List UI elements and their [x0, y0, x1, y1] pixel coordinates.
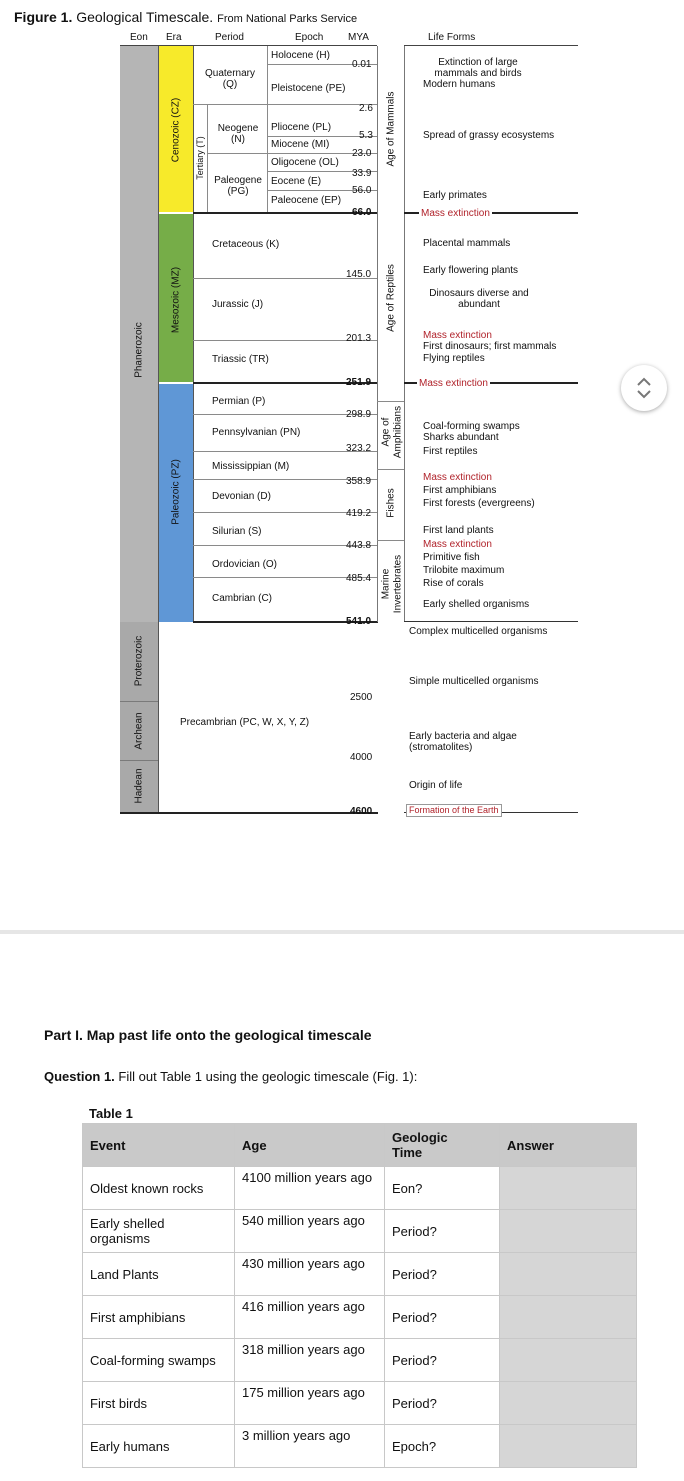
life-first-forests: First forests (evergreens) [423, 498, 535, 509]
boundary-66-0 [193, 212, 378, 214]
age-divider [377, 401, 404, 402]
mya-4600: 4600 [350, 806, 373, 817]
mya-419-2: 419.2 [346, 508, 372, 519]
boundary-4600 [120, 812, 378, 814]
table-1 [82, 1123, 637, 1468]
mya-358-9: 358.9 [346, 476, 372, 487]
table-cell-event: Early shelled organisms [83, 1210, 235, 1253]
period-mississippian: Mississippian (M) [212, 461, 290, 472]
period-permian: Permian (P) [212, 396, 266, 407]
table-cell-event: Early humans [83, 1425, 235, 1468]
age-of-marine-2: Invertebrates [392, 554, 404, 614]
table-header-event: Event [83, 1124, 235, 1167]
period-neogene: Neogene (N) [217, 123, 259, 145]
table-cell-age: 4100 million years ago [235, 1167, 385, 1210]
table-cell-answer[interactable] [500, 1382, 637, 1425]
life-mass-extinction-201: Mass extinction [423, 330, 492, 341]
table-cell-answer[interactable] [500, 1339, 637, 1382]
table-header-answer: Answer [500, 1124, 637, 1167]
life-early-shelled: Early shelled organisms [423, 599, 530, 610]
period-pennsylvanian: Pennsylvanian (PN) [212, 427, 301, 438]
table-cell-age: 3 million years ago [235, 1425, 385, 1468]
tertiary-label: Tertiary (T) [195, 136, 205, 180]
table-header-geologic-time: Geologic Time [385, 1124, 500, 1167]
life-coal-swamps: Coal-forming swamps [423, 421, 520, 432]
mya-4000: 4000 [350, 752, 373, 763]
mya-443-8: 443.8 [346, 540, 372, 551]
period-cretaceous: Cretaceous (K) [212, 239, 280, 250]
table-cell-geologic-time: Epoch? [385, 1425, 500, 1468]
life-first-land-plants: First land plants [423, 525, 494, 536]
table-header-age: Age [235, 1124, 385, 1167]
table-cell-geologic-time: Period? [385, 1210, 500, 1253]
table-cell-event: Coal-forming swamps [83, 1339, 235, 1382]
epoch-pliocene: Pliocene (PL) [271, 122, 332, 133]
table-cell-geologic-time: Period? [385, 1296, 500, 1339]
life-early-bacteria: Early bacteria and algae (stromatolites) [409, 731, 517, 753]
period-paleogene: Paleogene (PG) [214, 175, 262, 197]
life-corals: Rise of corals [423, 578, 484, 589]
age-of-mammals: Age of Mammals [385, 91, 397, 167]
life-simple-multicelled: Simple multicelled organisms [409, 676, 539, 687]
mya-0-01: 0.01 [352, 59, 372, 70]
boundary-2-6 [193, 104, 377, 105]
life-mass-extinction-444: Mass extinction [423, 539, 492, 550]
era-mesozoic-label: Mesozoic (MZ) [170, 266, 182, 334]
header-era: Era [166, 32, 182, 43]
era-cenozoic-label: Cenozoic (CZ) [170, 97, 182, 163]
table-row [83, 1339, 637, 1382]
table-cell-age: 175 million years ago [235, 1382, 385, 1425]
table-cell-answer[interactable] [500, 1167, 637, 1210]
table-cell-age: 540 million years ago [235, 1210, 385, 1253]
scroll-up-down-button[interactable] [621, 365, 667, 411]
table-cell-answer[interactable] [500, 1296, 637, 1339]
period-quaternary: Quaternary (Q) [204, 68, 256, 90]
table-row [83, 1296, 637, 1339]
figure-title-text: Geological Timescale. [76, 9, 214, 25]
mya-323-2: 323.2 [346, 443, 372, 454]
eon-divider [120, 760, 158, 761]
mya-56-0: 56.0 [352, 185, 372, 196]
section-divider [0, 930, 684, 934]
epoch-holocene: Holocene (H) [271, 50, 330, 61]
life-origin-life: Origin of life [409, 780, 463, 791]
life-complex-multicelled: Complex multicelled organisms [409, 626, 548, 637]
life-first-reptiles: First reptiles [423, 446, 478, 457]
age-column-right [404, 46, 405, 622]
era-left-border [158, 46, 159, 812]
mya-23-0: 23.0 [352, 148, 372, 159]
life-mass-extinction-359: Mass extinction [423, 472, 492, 483]
mya-201-3: 201.3 [346, 333, 372, 344]
mya-5-3: 5.3 [359, 130, 373, 141]
life-mass-extinction-252: Mass extinction [419, 378, 488, 389]
eon-archean-label: Archean [133, 712, 145, 750]
eon-divider [120, 701, 158, 702]
life-first-amphibians: First amphibians [423, 485, 497, 496]
question-text: Fill out Table 1 using the geologic timescale (Fig. 1): [118, 1069, 418, 1084]
header-underline-life [404, 45, 578, 46]
era-paleozoic-label: Paleozoic (PZ) [170, 459, 182, 525]
life-flowering: Early flowering plants [423, 265, 519, 276]
mya-2-6: 2.6 [359, 103, 373, 114]
table-cell-answer[interactable] [500, 1425, 637, 1468]
table-cell-age: 416 million years ago [235, 1296, 385, 1339]
life-extinction-large: Extinction of large mammals and birds [434, 57, 522, 79]
period-jurassic: Jurassic (J) [212, 299, 264, 310]
period-cambrian: Cambrian (C) [212, 593, 273, 604]
life-trilobite: Trilobite maximum [423, 565, 505, 576]
age-divider [377, 540, 404, 541]
mya-541-0: 541.0 [346, 616, 372, 627]
table-row [83, 1167, 637, 1210]
eon-proterozoic-label: Proterozoic [133, 635, 145, 687]
figure-label: Figure 1. [14, 9, 73, 25]
age-of-reptiles: Age of Reptiles [385, 264, 397, 332]
age-of-amphibians-1: Age of [380, 417, 392, 447]
period-devonian: Devonian (D) [212, 491, 271, 502]
table-row [83, 1425, 637, 1468]
table-caption: Table 1 [89, 1106, 133, 1121]
epoch-eocene: Eocene (E) [271, 176, 322, 187]
figure-source: From National Parks Service [217, 13, 358, 25]
question-label: Question 1. [44, 1069, 115, 1084]
table-cell-answer[interactable] [500, 1210, 637, 1253]
header-life-forms: Life Forms [428, 32, 476, 43]
life-flying-reptiles: Flying reptiles [423, 353, 485, 364]
table-cell-event: Oldest known rocks [83, 1167, 235, 1210]
table-row [83, 1382, 637, 1425]
chevron-up-down-icon [636, 376, 652, 400]
age-of-fishes: Fishes [385, 488, 397, 518]
life-first-dinosaurs: First dinosaurs; first mammals [423, 341, 557, 352]
eon-phanerozoic-label: Phanerozoic [133, 322, 145, 378]
table-cell-event: First amphibians [83, 1296, 235, 1339]
table-cell-age: 430 million years ago [235, 1253, 385, 1296]
mya-33-9: 33.9 [352, 168, 372, 179]
mya-66-0: 66.0 [352, 207, 372, 218]
life-grassy: Spread of grassy ecosystems [423, 130, 555, 141]
table-cell-geologic-time: Eon? [385, 1167, 500, 1210]
eon-hadean-label: Hadean [133, 768, 145, 804]
table-cell-geologic-time: Period? [385, 1253, 500, 1296]
period-silurian: Silurian (S) [212, 526, 262, 537]
age-divider [377, 469, 404, 470]
table-cell-age: 318 million years ago [235, 1339, 385, 1382]
life-early-primates: Early primates [423, 190, 487, 201]
period-triassic: Triassic (TR) [212, 354, 269, 365]
age-column-left [377, 46, 378, 622]
epoch-paleocene: Paleocene (EP) [271, 195, 342, 206]
epoch-miocene: Miocene (MI) [271, 139, 330, 150]
life-mass-extinction-66: Mass extinction [421, 208, 490, 219]
age-of-marine-1: Marine [380, 568, 392, 600]
age-of-amphibians-2: Amphibians [392, 405, 404, 459]
mya-251-9: 251.9 [346, 377, 372, 388]
life-formation-earth: Formation of the Earth [406, 804, 502, 817]
life-sharks: Sharks abundant [423, 432, 499, 443]
life-placental: Placental mammals [423, 238, 511, 249]
question-1 [44, 1069, 417, 1084]
table-cell-answer[interactable] [500, 1253, 637, 1296]
period-precambrian: Precambrian (PC, W, X, Y, Z) [180, 717, 310, 728]
table-cell-event: Land Plants [83, 1253, 235, 1296]
header-period: Period [215, 32, 244, 43]
life-dinosaurs: Dinosaurs diverse and abundant [429, 288, 529, 310]
table-row [83, 1210, 637, 1253]
part-title: Part I. Map past life onto the geological timescale [44, 1027, 372, 1043]
mya-298-9: 298.9 [346, 409, 372, 420]
header-mya: MYA [348, 32, 369, 43]
figure-title [14, 9, 357, 25]
table-row [83, 1253, 637, 1296]
table-cell-geologic-time: Period? [385, 1382, 500, 1425]
life-primitive-fish: Primitive fish [423, 552, 480, 563]
period-ordovician: Ordovician (O) [212, 559, 278, 570]
epoch-pleistocene: Pleistocene (PE) [271, 83, 346, 94]
mya-145-0: 145.0 [346, 269, 372, 280]
era-right-border [193, 46, 194, 622]
mya-485-4: 485.4 [346, 573, 372, 584]
epoch-oligocene: Oligocene (OL) [271, 157, 339, 168]
table-cell-event: First birds [83, 1382, 235, 1425]
life-modern-humans: Modern humans [423, 79, 496, 90]
header-eon: Eon [130, 32, 148, 43]
life-line-541 [404, 621, 578, 622]
header-epoch: Epoch [295, 32, 324, 43]
mya-2500: 2500 [350, 692, 373, 703]
table-cell-geologic-time: Period? [385, 1339, 500, 1382]
